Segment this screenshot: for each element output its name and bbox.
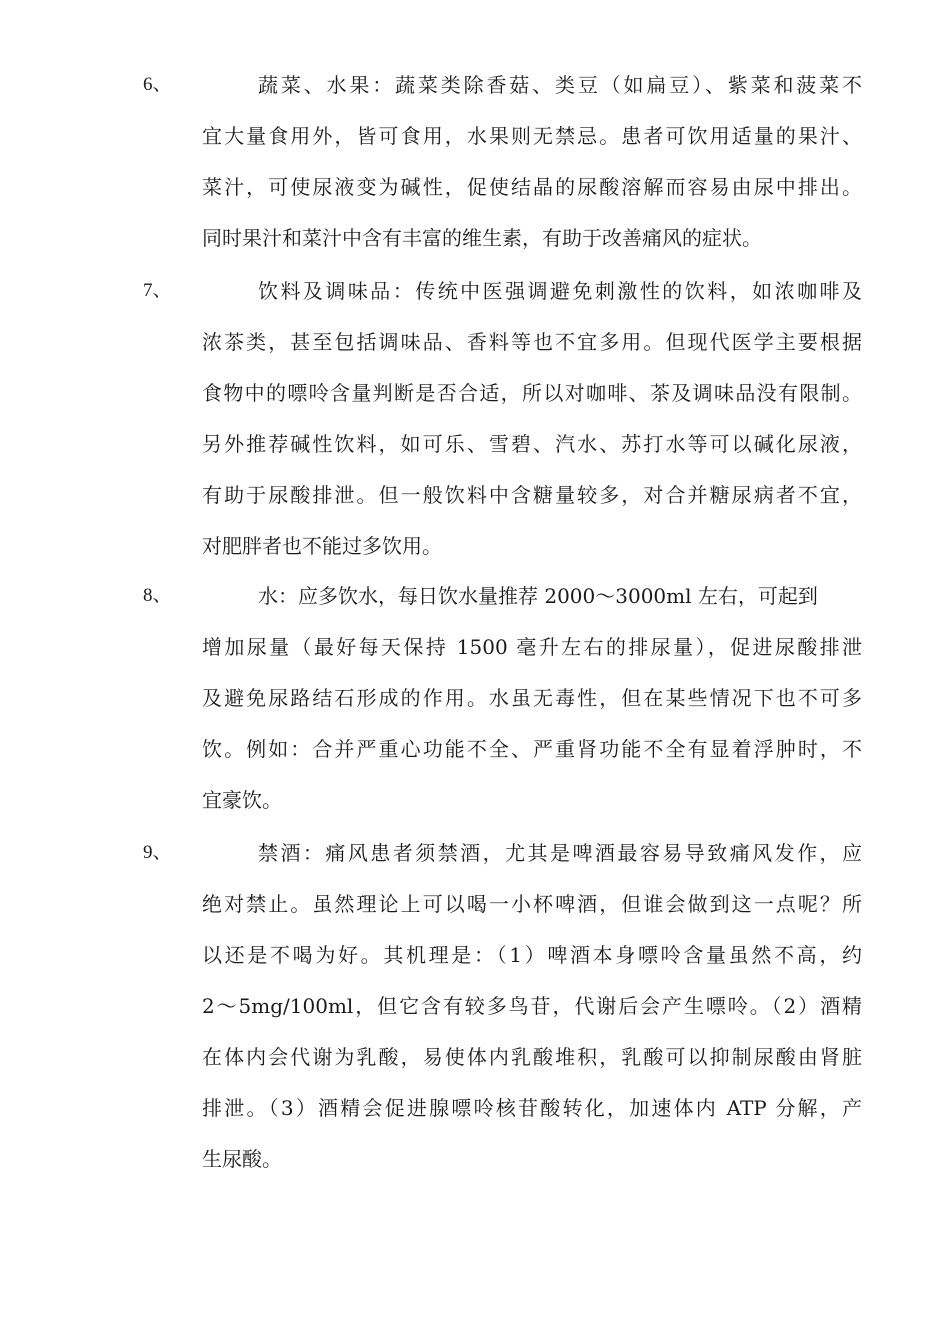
- item-text-line: 食物中的嘌呤含量判断是否合适，所以对咖啡、茶及调味品没有限制。: [202, 381, 862, 405]
- item-text-line: 同时果汁和菜汁中含有丰富的维生素，有助于改善痛风的症状。: [202, 226, 762, 250]
- item-text-line: 以还是不喝为好。其机理是：（1）啤酒本身嘌呤含量虽然不高，约: [202, 943, 862, 967]
- item-text-line: 生尿酸。: [202, 1147, 282, 1171]
- item-text-line: 在体内会代谢为乳酸，易使体内乳酸堆积，乳酸可以抑制尿酸由肾脏: [202, 1045, 862, 1069]
- item-text-line: 2～5mg/100ml，但它含有较多鸟苷，代谢后会产生嘌呤。（2）酒精: [202, 994, 862, 1018]
- item-text-line: 另外推荐碱性饮料，如可乐、雪碧、汽水、苏打水等可以碱化尿液，: [202, 432, 862, 456]
- item-number: 8、: [143, 585, 172, 606]
- item-text-line: 宜大量食用外，皆可食用，水果则无禁忌。患者可饮用适量的果汁、: [202, 124, 862, 148]
- item-text-line: 对肥胖者也不能过多饮用。: [202, 534, 442, 558]
- item-text-line: 菜汁，可使尿液变为碱性，促使结晶的尿酸溶解而容易由尿中排出。: [202, 175, 862, 199]
- item-text-line: 及避免尿路结石形成的作用。水虽无毒性，但在某些情况下也不可多: [202, 686, 862, 710]
- item-text-line: 蔬菜、水果：蔬菜类除香菇、类豆（如扁豆）、紫菜和菠菜不: [258, 73, 862, 97]
- item-text-line: 饮。例如：合并严重心功能不全、严重肾功能不全有显着浮肿时，不: [202, 737, 862, 761]
- item-text-line: 禁酒：痛风患者须禁酒，尤其是啤酒最容易导致痛风发作，应: [258, 841, 862, 865]
- item-number: 6、: [143, 74, 172, 95]
- item-text-line: 增加尿量（最好每天保持 1500 毫升左右的排尿量），促进尿酸排泄: [202, 635, 862, 659]
- item-text-line: 绝对禁止。虽然理论上可以喝一小杯啤酒，但谁会做到这一点呢？所: [202, 892, 862, 916]
- item-text-line: 水：应多饮水，每日饮水量推荐 2000～3000ml 左右，可起到: [258, 584, 818, 608]
- item-text-line: 饮料及调味品：传统中医强调避免刺激性的饮料，如浓咖啡及: [258, 279, 862, 303]
- item-text-line: 浓茶类，甚至包括调味品、香料等也不宜多用。但现代医学主要根据: [202, 330, 862, 354]
- item-text-line: 宜豪饮。: [202, 788, 282, 812]
- item-number: 9、: [143, 842, 172, 863]
- item-text-line: 有助于尿酸排泄。但一般饮料中含糖量较多，对合并糖尿病者不宜，: [202, 483, 862, 507]
- item-number: 7、: [143, 280, 172, 301]
- item-text-line: 排泄。（3）酒精会促进腺嘌呤核苷酸转化，加速体内 ATP 分解，产: [202, 1096, 862, 1120]
